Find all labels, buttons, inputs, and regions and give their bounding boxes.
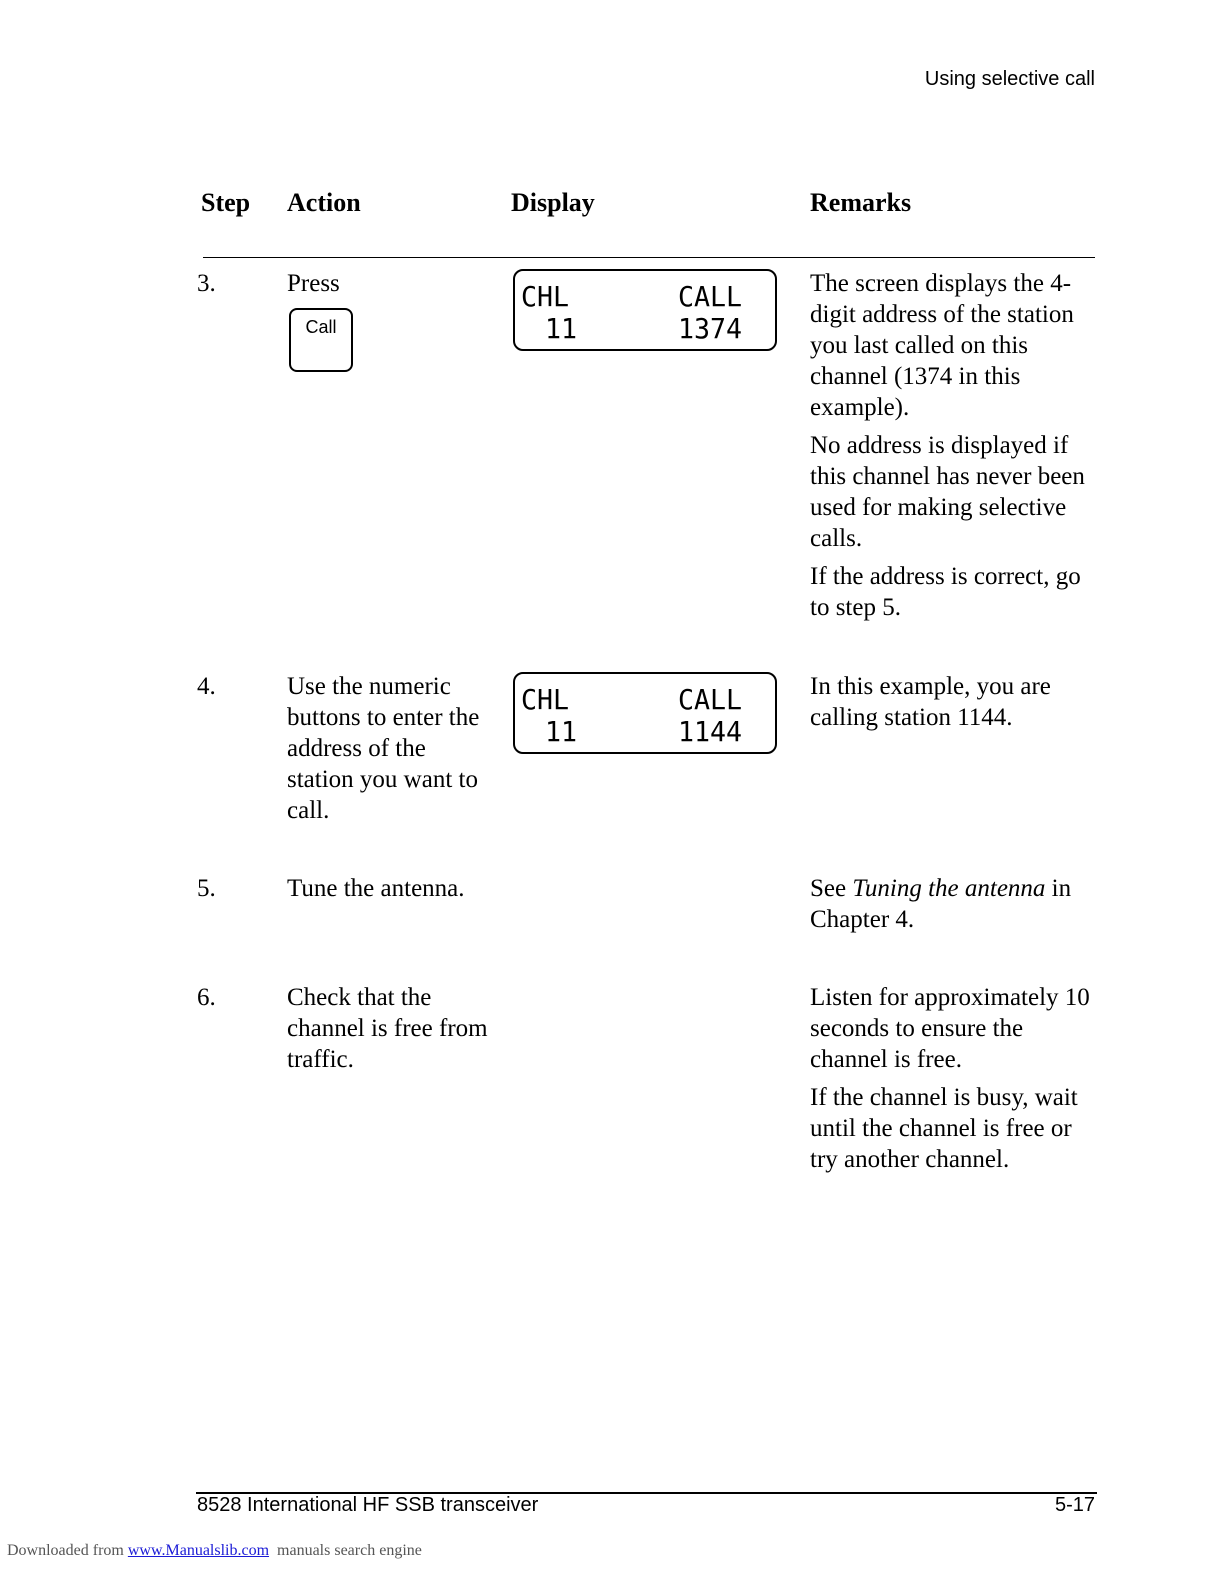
source-prefix: Downloaded from bbox=[7, 1542, 128, 1559]
remark-paragraph: No address is displayed if this channel has never been used for making selective calls. bbox=[810, 432, 1085, 552]
call-key-label: Call bbox=[305, 316, 337, 337]
action-text: Check that the channel is free from traffic. bbox=[287, 984, 488, 1073]
header-action: Action bbox=[287, 188, 361, 217]
remarks bbox=[810, 873, 1100, 942]
lcd-display bbox=[513, 672, 777, 754]
remark-paragraph: If the channel is busy, wait until the channel is free or try another channel. bbox=[810, 1084, 1078, 1173]
running-head: Using selective call bbox=[924, 68, 1095, 90]
remarks bbox=[810, 982, 1100, 1182]
step-number: 6. bbox=[197, 984, 216, 1011]
remark-prefix: See bbox=[810, 875, 853, 902]
lcd-line1-right: CALL bbox=[678, 280, 743, 313]
source-suffix: manuals search engine bbox=[269, 1542, 422, 1559]
footer-title: 8528 International HF SSB transceiver bbox=[197, 1494, 539, 1516]
header-rule bbox=[203, 257, 1095, 258]
lcd-line1-left: CHL bbox=[521, 280, 570, 313]
lcd-line2-right: 1374 bbox=[678, 312, 743, 345]
action-text: Press bbox=[287, 270, 340, 297]
remark-paragraph: Listen for approximately 10 seconds to ensure the channel is free. bbox=[810, 984, 1090, 1073]
remark-paragraph bbox=[810, 873, 1100, 935]
header-remarks: Remarks bbox=[810, 188, 912, 217]
header-display: Display bbox=[511, 188, 595, 217]
remark-paragraph: In this example, you are calling station 1144. bbox=[810, 673, 1051, 731]
lcd-line1-left: CHL bbox=[521, 683, 570, 716]
source-line bbox=[7, 1542, 422, 1560]
call-key-icon bbox=[289, 308, 353, 372]
lcd-line1-right: CALL bbox=[678, 683, 743, 716]
remarks bbox=[810, 268, 1100, 630]
remarks bbox=[810, 671, 1100, 740]
lcd-line2-right: 1144 bbox=[678, 715, 743, 748]
lcd-line2-left: 11 bbox=[545, 715, 578, 748]
lcd-line2-left: 11 bbox=[545, 312, 578, 345]
action-text: Use the numeric buttons to enter the address of the station you want to call. bbox=[287, 673, 480, 824]
step-number: 3. bbox=[197, 270, 216, 297]
remark-suffix: in Chapter 4. bbox=[810, 875, 1072, 933]
header-step: Step bbox=[201, 188, 251, 217]
step-number: 4. bbox=[197, 673, 216, 700]
action-text: Tune the antenna. bbox=[287, 875, 465, 902]
remark-paragraph: The screen displays the 4-digit address of the station you last called on this channel (1374 in this example). bbox=[810, 270, 1074, 421]
remark-reference: Tuning the antenna bbox=[852, 875, 1046, 902]
step-number: 5. bbox=[197, 875, 216, 902]
remark-paragraph: If the address is correct, go to step 5. bbox=[810, 563, 1081, 621]
manualslib-link[interactable]: www.Manualslib.com bbox=[127, 1542, 270, 1559]
lcd-display bbox=[513, 269, 777, 351]
page-number: 5-17 bbox=[1054, 1494, 1095, 1516]
